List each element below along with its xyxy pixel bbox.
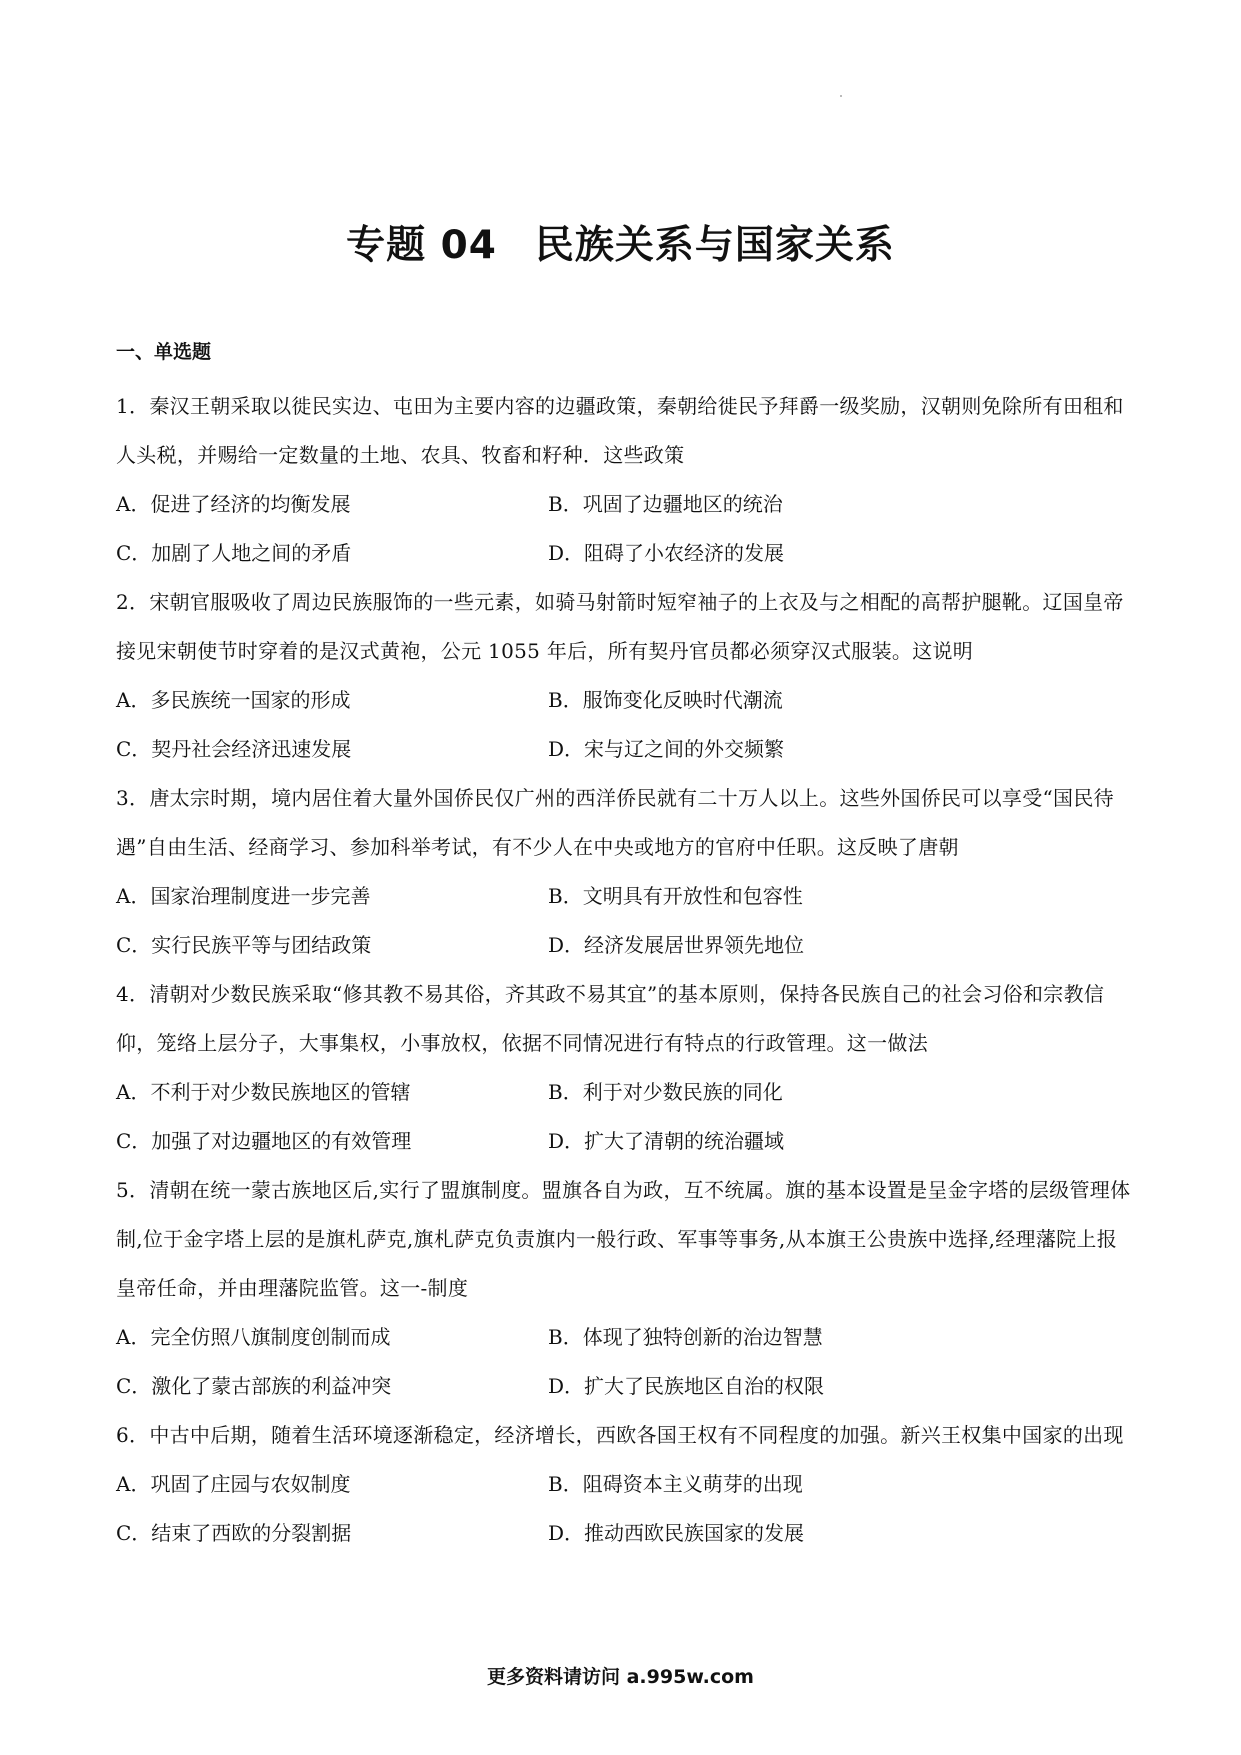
option-a: A．完全仿照八旗制度创制而成 (116, 1325, 391, 1349)
option-c: C．激化了蒙古部族的利益冲突 (116, 1374, 392, 1398)
option-d: D．推动西欧民族国家的发展 (548, 1521, 805, 1545)
option-grid (116, 1068, 1136, 1166)
question-stem: 4．清朝对少数民族采取“修其教不易其俗，齐其政不易其宜”的基本原则，保持各民族自己的社会习俗和宗教信仰，笼络上层分子，大事集权，小事放权，依据不同情况进行有特点的行政管理。这一做法 (116, 982, 1105, 1055)
question-stem: 5．清朝在统一蒙古族地区后,实行了盟旗制度。盟旗各自为政，互不统属。旗的基本设置是呈金字塔的层级管理体制,位于金字塔上层的是旗札萨克,旗札萨克负责旗内一般行政、军事等事务,从本旗王公贵族中选择,经理藩院上报皇帝任命，并由理藩院监管。这一-制度 (116, 1178, 1131, 1300)
footer-link[interactable]: 更多资料请访问 a.995w.com (487, 1666, 754, 1688)
title-text: 民族关系与国家关系 (534, 223, 895, 268)
question-stem: 6．中古中后期，随着生活环境逐渐稳定，经济增长，西欧各国王权有不同程度的加强。新兴王权集中国家的出现 (116, 1423, 1124, 1447)
option-d: D．扩大了清朝的统治疆域 (548, 1129, 785, 1153)
option-c: C．加强了对边疆地区的有效管理 (116, 1129, 412, 1153)
option-d: D．阻碍了小农经济的发展 (548, 541, 785, 565)
question-1 (116, 382, 1136, 578)
option-grid (116, 480, 1136, 578)
option-a: A．多民族统一国家的形成 (116, 688, 351, 712)
option-a: A．国家治理制度进一步完善 (116, 884, 371, 908)
option-a: A．不利于对少数民族地区的管辖 (116, 1080, 411, 1104)
option-d: D．扩大了民族地区自治的权限 (548, 1374, 825, 1398)
option-grid (116, 1460, 1136, 1558)
option-c: C．结束了西欧的分裂割据 (116, 1521, 352, 1545)
question-2 (116, 578, 1136, 774)
option-d: D．经济发展居世界领先地位 (548, 933, 805, 957)
section-heading: 一、单选题 (116, 341, 212, 363)
option-d: D．宋与辽之间的外交频繁 (548, 737, 785, 761)
option-grid (116, 872, 1136, 970)
question-5 (116, 1166, 1136, 1411)
option-b: B．服饰变化反映时代潮流 (548, 688, 783, 712)
option-c: C．实行民族平等与团结政策 (116, 933, 372, 957)
question-3 (116, 774, 1136, 970)
question-stem: 2．宋朝官服吸收了周边民族服饰的一些元素，如骑马射箭时短窄袖子的上衣及与之相配的高帮护腿靴。辽国皇帝接见宋朝使节时穿着的是汉式黄袍，公元 1055 年后，所有契丹官员都必须穿汉式服装。这说明 (116, 590, 1124, 663)
question-stem: 3．唐太宗时期，境内居住着大量外国侨民仅广州的西洋侨民就有二十万人以上。这些外国侨民可以享受“国民待遇”自由生活、经商学习、参加科举考试，有不少人在中央或地方的官府中任职。这反映了唐朝 (116, 786, 1114, 859)
option-a: A．促进了经济的均衡发展 (116, 492, 351, 516)
option-b: B．利于对少数民族的同化 (548, 1080, 783, 1104)
question-6 (116, 1411, 1136, 1558)
question-list (116, 382, 1136, 1558)
speck-mark (840, 95, 842, 97)
option-a: A．巩固了庄园与农奴制度 (116, 1472, 351, 1496)
option-c: C．契丹社会经济迅速发展 (116, 737, 352, 761)
option-b: B．体现了独特创新的治边智慧 (548, 1325, 823, 1349)
option-b: B．文明具有开放性和包容性 (548, 884, 803, 908)
option-c: C．加剧了人地之间的矛盾 (116, 541, 352, 565)
question-4 (116, 970, 1136, 1166)
option-grid (116, 676, 1136, 774)
page-title (0, 222, 1241, 270)
option-b: B．阻碍资本主义萌芽的出现 (548, 1472, 803, 1496)
option-grid (116, 1313, 1136, 1411)
question-stem: 1．秦汉王朝采取以徙民实边、屯田为主要内容的边疆政策，秦朝给徙民予拜爵一级奖励，汉朝则免除所有田租和人头税，并赐给一定数量的土地、农具、牧畜和籽种．这些政策 (116, 394, 1124, 467)
option-b: B．巩固了边疆地区的统治 (548, 492, 783, 516)
title-number: 专题 04 (346, 223, 497, 268)
